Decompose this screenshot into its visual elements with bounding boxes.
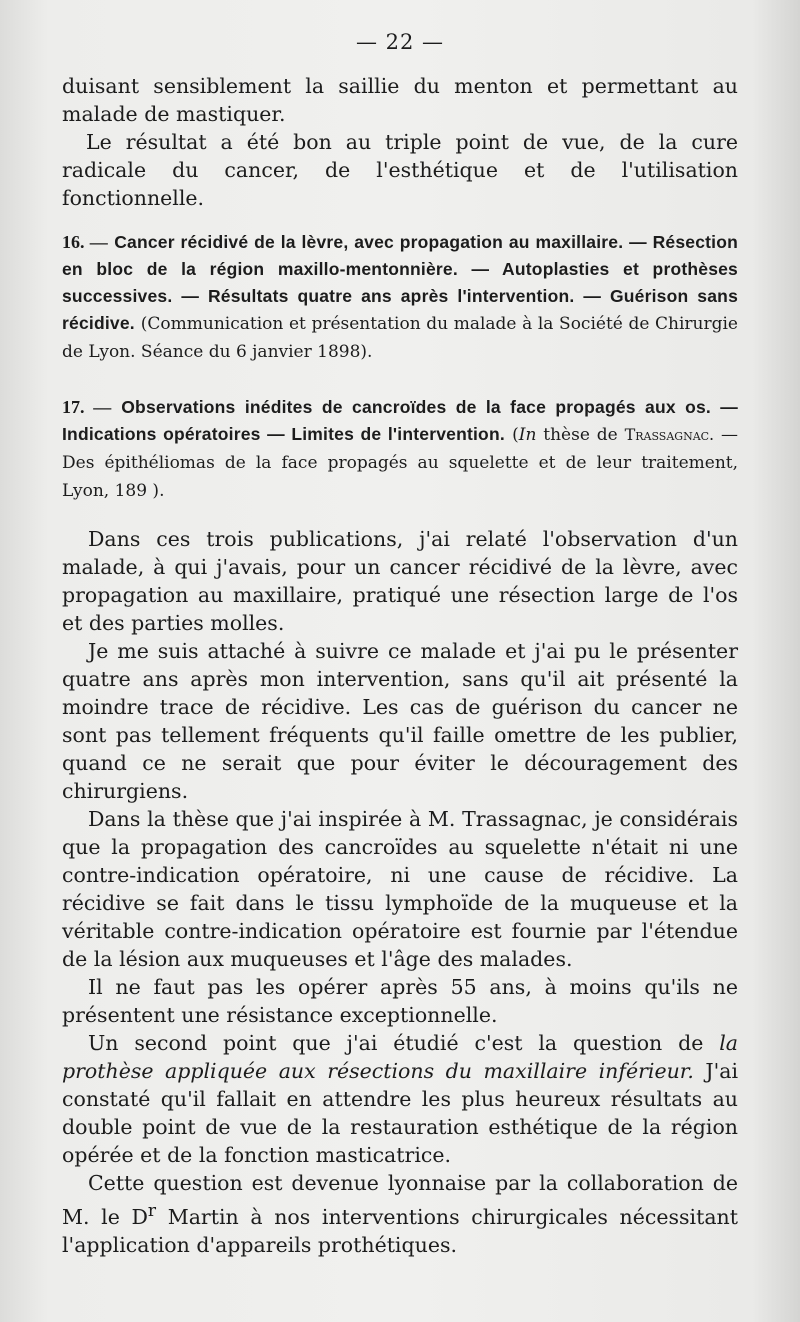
intro-text bbox=[62, 72, 738, 212]
body-paragraph-6-end: Martin à nos interventions chirurgicales nécessitant l'application d'appareils prothétiques. bbox=[62, 1204, 738, 1257]
entry-note-italic: In bbox=[518, 425, 537, 445]
publication-entry-17 bbox=[62, 394, 738, 505]
body-paragraph-5-start: Un second point que j'ai étudié c'est la question de bbox=[88, 1031, 720, 1055]
body-paragraph-6-start: Cette question est devenue lyonnaise par la collaboration de M. le D bbox=[62, 1171, 738, 1229]
body-paragraph-6-sup: r bbox=[147, 1201, 157, 1221]
intro-paragraph-2: Le résultat a été bon au triple point de vue, de la cure radicale du cancer, de l'esthétique et de l'utilisation fonctionnelle. bbox=[62, 130, 738, 210]
entry-title: Cancer récidivé de la lèvre, avec propagation au maxillaire. — Résection en bloc de la région maxillo-mentonnière. — Autoplasties et prothèses successives. — Résultats quatre ans après l'intervention. — Guérison sans récidive. bbox=[62, 232, 739, 333]
entry-title: Observations inédites de cancroïdes de la face propagés aux os. — Indications opératoires — Limites de l'intervention. bbox=[62, 397, 738, 444]
entry-note-rest: — Des épithéliomas de la face propagés au squelette et de leur traitement, Lyon, 189 ). bbox=[62, 425, 739, 501]
body-paragraph-5-end: J'ai constaté qu'il fallait en attendre les plus heureux résultats au double point de vue de la restauration esthétique de la région opérée et de la fonction masticatrice. bbox=[62, 1059, 738, 1167]
page-number: — 22 — bbox=[355, 30, 445, 54]
intro-paragraph-1: duisant sensiblement la saillie du menton et permettant au malade de mastiquer. bbox=[62, 74, 738, 126]
body-paragraph-1: Dans ces trois publications, j'ai relaté l'observation d'un malade, à qui j'avais, pour un cancer récidivé de la lèvre, avec propagation au maxillaire, pratiqué une résection large de l'os et des parties molles. bbox=[62, 527, 738, 635]
entry-number: 16. — bbox=[62, 232, 108, 252]
entry-note-author: Trassagnac. bbox=[624, 425, 715, 444]
body-paragraph-6 bbox=[62, 1169, 738, 1259]
entry-note-mid: thèse de bbox=[536, 425, 625, 445]
body-paragraph-4: Il ne faut pas les opérer après 55 ans, à moins qu'ils ne présentent une résistance exceptionnelle. bbox=[62, 975, 738, 1027]
entry-note: (Communication et présentation du malade à la Société de Chirurgie de Lyon. Séance du 6 janvier 1898). bbox=[62, 314, 738, 362]
body-text bbox=[62, 525, 738, 1259]
entry-note-open: ( bbox=[512, 425, 519, 445]
publication-entry-16 bbox=[62, 229, 738, 366]
body-paragraph-2: Je me suis attaché à suivre ce malade et j'ai pu le présenter quatre ans après mon intervention, sans qu'il ait présenté la moindre trace de récidive. Les cas de guérison du cancer ne sont pas tellement fréquents qu'il faille omettre de les publier, quand ce ne serait que pour éviter le découragement des chirurgiens. bbox=[62, 639, 738, 803]
body-paragraph-5 bbox=[62, 1029, 738, 1169]
body-paragraph-3: Dans la thèse que j'ai inspirée à M. Trassagnac, je considérais que la propagation des cancroïdes au squelette n'était ni une contre-indication opératoire, ni une cause de récidive. La récidive se fait dans le tissu lymphoïde de la muqueuse et la véritable contre-indication opératoire est fournie par l'étendue de la lésion aux muqueuses et l'âge des malades. bbox=[62, 807, 738, 971]
body-paragraph-5-italic: la prothèse appliquée aux résections du maxillaire inférieur. bbox=[62, 1031, 738, 1083]
entry-number: 17. — bbox=[62, 397, 112, 417]
